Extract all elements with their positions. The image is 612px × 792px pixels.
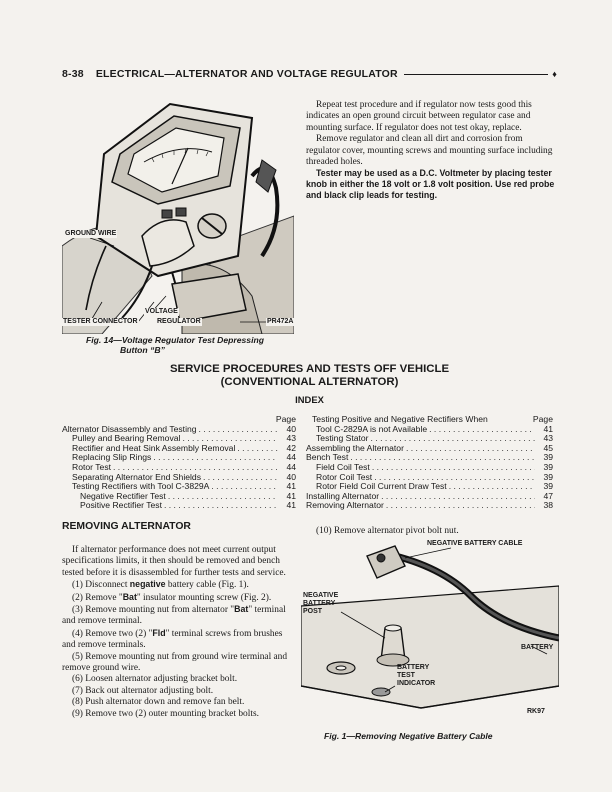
section-title-line-2: (CONVENTIONAL ALTERNATOR): [220, 376, 399, 388]
paragraph: Tester may be used as a D.C. Voltmeter by placing tester knob in either the 18 volt or 1.8 volt position. Use red probe and black clip leads for testing.: [306, 168, 555, 201]
index-entry: Rotor Test . . . 44: [62, 463, 296, 473]
subsection-title: REMOVING ALTERNATOR: [62, 521, 191, 532]
index-entry: Testing Rectifiers with Tool C-3829A . . . 41: [62, 482, 296, 492]
header-rule: [404, 74, 548, 75]
index-entry: Removing Alternator . . . 38: [306, 501, 553, 511]
running-header: [62, 66, 557, 82]
indicator-label-3: INDICATOR: [397, 680, 436, 687]
page-column-header: Page: [532, 414, 553, 424]
voltage-tester-drawing: [62, 96, 294, 334]
index-entry: Separating Alternator End Shields . . . 40: [62, 473, 296, 483]
index-entry: Testing Stator . . . 43: [306, 434, 553, 444]
regulator-test-text: [306, 100, 558, 201]
section-title-line-1: SERVICE PROCEDURES AND TESTS OFF VEHICLE: [169, 363, 450, 375]
figure-1-illustration: [301, 536, 559, 726]
index-entry: Testing Positive and Negative Rectifiers When Page: [312, 414, 553, 424]
step: (1) Disconnect negative battery cable (Fig. 1).: [72, 579, 249, 591]
negative-post-label-3: POST: [303, 608, 323, 615]
index-right-column: [306, 415, 553, 511]
voltage-label: VOLTAGE: [145, 308, 178, 315]
caption-line-2: Button “B”: [120, 345, 165, 355]
regulator-label: REGULATOR: [157, 318, 201, 325]
step: (7) Back out alternator adjusting bolt.: [72, 685, 214, 696]
index-entry: Rectifier and Heat Sink Assembly Removal . . . 42: [62, 444, 296, 454]
index-left-column: [62, 415, 296, 511]
page-column-header: Page: [275, 414, 296, 424]
removing-alternator-text: [62, 545, 296, 720]
index-entry: Positive Rectifier Test . . . 41: [62, 501, 296, 511]
chapter-title: ELECTRICAL—ALTERNATOR AND VOLTAGE REGULATOR: [95, 68, 398, 80]
step: (4) Remove two (2) "Fld" terminal screws from brushes and remove terminals.: [62, 627, 283, 651]
step: (9) Remove two (2) outer mounting bracket bolts.: [72, 708, 259, 719]
step: (6) Loosen alternator adjusting bracket bolt.: [72, 674, 238, 685]
figure-code: RK97: [527, 708, 545, 715]
index-entry: Assembling the Alternator . . . 45: [306, 444, 553, 454]
page-number: 8-38: [62, 68, 84, 80]
step: (8) Push alternator down and remove fan belt.: [72, 697, 245, 708]
figure-1-caption: Fig. 1—Removing Negative Battery Cable: [324, 731, 493, 741]
indicator-label-2: TEST: [397, 672, 415, 679]
paragraph: Remove regulator and clean all dirt and corrosion from regulator cover, mounting screws and mounting surface including threaded holes.: [306, 134, 553, 168]
ground-wire-label: GROUND WIRE: [65, 230, 117, 237]
index-entry: Bench Test . . . 39: [306, 453, 553, 463]
battery-cable-drawing: [301, 536, 559, 726]
index-entry: Pulley and Bearing Removal . . . 43: [62, 434, 296, 444]
negative-cable-label: NEGATIVE BATTERY CABLE: [427, 540, 523, 547]
section-title: [62, 363, 557, 389]
indicator-label-1: BATTERY: [397, 664, 430, 671]
figure-14-illustration: [62, 96, 294, 334]
index-entry: Installing Alternator . . . 47: [306, 492, 553, 502]
index-entry: Rotor Field Coil Current Draw Test . . . 39: [306, 482, 553, 492]
index-entry: Field Coil Test . . . 39: [306, 463, 553, 473]
figure-code: PR472A: [267, 318, 294, 325]
figure-14-caption: [86, 335, 286, 355]
step: (5) Remove mounting nut from ground wire terminal and remove ground wire.: [62, 651, 288, 674]
index-entry: Rotor Coil Test . . . 39: [306, 473, 553, 483]
index-entry: Replacing Slip Rings . . . 44: [62, 453, 296, 463]
negative-post-label-2: BATTERY: [303, 600, 336, 607]
tester-connector-label: TESTER CONNECTOR: [63, 318, 138, 325]
index-entry: Negative Rectifier Test . . . 41: [62, 492, 296, 502]
paragraph: If alternator performance does not meet current output specifications limits, it then should be removed and bench tested before it is disassembled for further tests and service.: [62, 545, 286, 578]
step: (10) Remove alternator pivot bolt nut.: [316, 526, 459, 536]
index-title: INDEX: [295, 394, 324, 405]
index-entry: Tool C-2829A is not Available . . . 41: [306, 425, 553, 435]
step: (3) Remove mounting nut from alternator "Bat" terminal and remove terminal.: [62, 604, 286, 627]
step: (2) Remove "Bat" insulator mounting screw (Fig. 2).: [72, 591, 272, 603]
negative-post-label-1: NEGATIVE: [303, 592, 339, 599]
diamond-icon: ♦: [552, 69, 557, 79]
index-entry: Alternator Disassembly and Testing . . . 40: [62, 425, 296, 435]
caption-line-1: Fig. 14—Voltage Regulator Test Depressing: [86, 335, 264, 345]
battery-label: BATTERY: [521, 644, 554, 651]
paragraph: Repeat test procedure and if regulator now tests good this indicates an open ground circuit between regulator case and mounting surface. If regulator does not test okay, replace.: [306, 100, 532, 133]
